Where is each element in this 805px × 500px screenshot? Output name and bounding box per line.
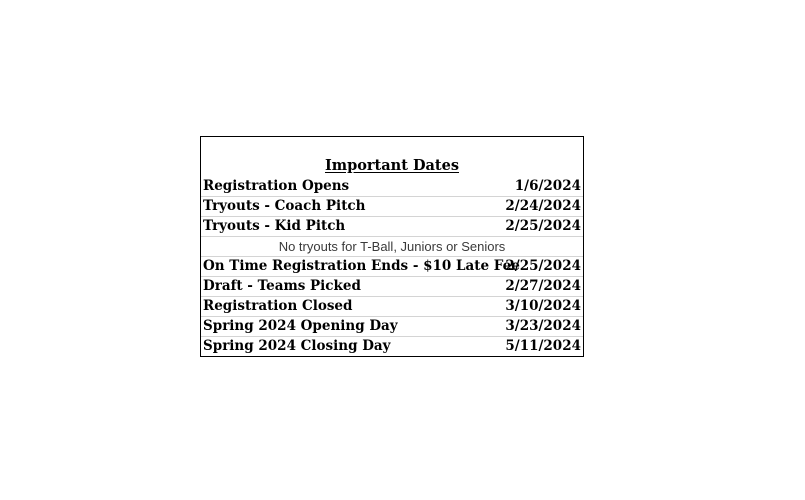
important-dates-table xyxy=(200,136,584,357)
event-date: 2/27/2024 xyxy=(505,278,581,294)
event-label: Draft - Teams Picked xyxy=(203,278,361,294)
table-row xyxy=(201,337,583,357)
event-label: Spring 2024 Closing Day xyxy=(203,338,391,354)
table-row xyxy=(201,297,583,317)
event-label: Registration Closed xyxy=(203,298,353,314)
event-label: Registration Opens xyxy=(203,178,350,194)
event-date: 5/11/2024 xyxy=(505,338,581,354)
event-date: 2/25/2024 xyxy=(505,258,581,274)
table-row xyxy=(201,177,583,197)
tryouts-note-row xyxy=(201,237,583,257)
table-title-text: Important Dates xyxy=(324,157,459,174)
table-row xyxy=(201,277,583,297)
table-title xyxy=(201,157,583,175)
event-date: 2/24/2024 xyxy=(505,198,581,214)
table-row xyxy=(201,257,583,277)
table-row xyxy=(201,317,583,337)
event-date: 2/25/2024 xyxy=(505,218,581,234)
event-label: On Time Registration Ends - $10 Late Fee xyxy=(203,258,520,274)
event-label: Spring 2024 Opening Day xyxy=(203,318,398,334)
event-date: 1/6/2024 xyxy=(514,178,581,194)
event-label: Tryouts - Kid Pitch xyxy=(203,218,346,234)
event-date: 3/10/2024 xyxy=(505,298,581,314)
event-label: Tryouts - Coach Pitch xyxy=(203,198,366,214)
event-date: 3/23/2024 xyxy=(505,318,581,334)
tryouts-note: No tryouts for T-Ball, Juniors or Seniors xyxy=(278,239,506,254)
table-row xyxy=(201,197,583,217)
table-rows xyxy=(201,177,583,357)
table-row xyxy=(201,217,583,237)
